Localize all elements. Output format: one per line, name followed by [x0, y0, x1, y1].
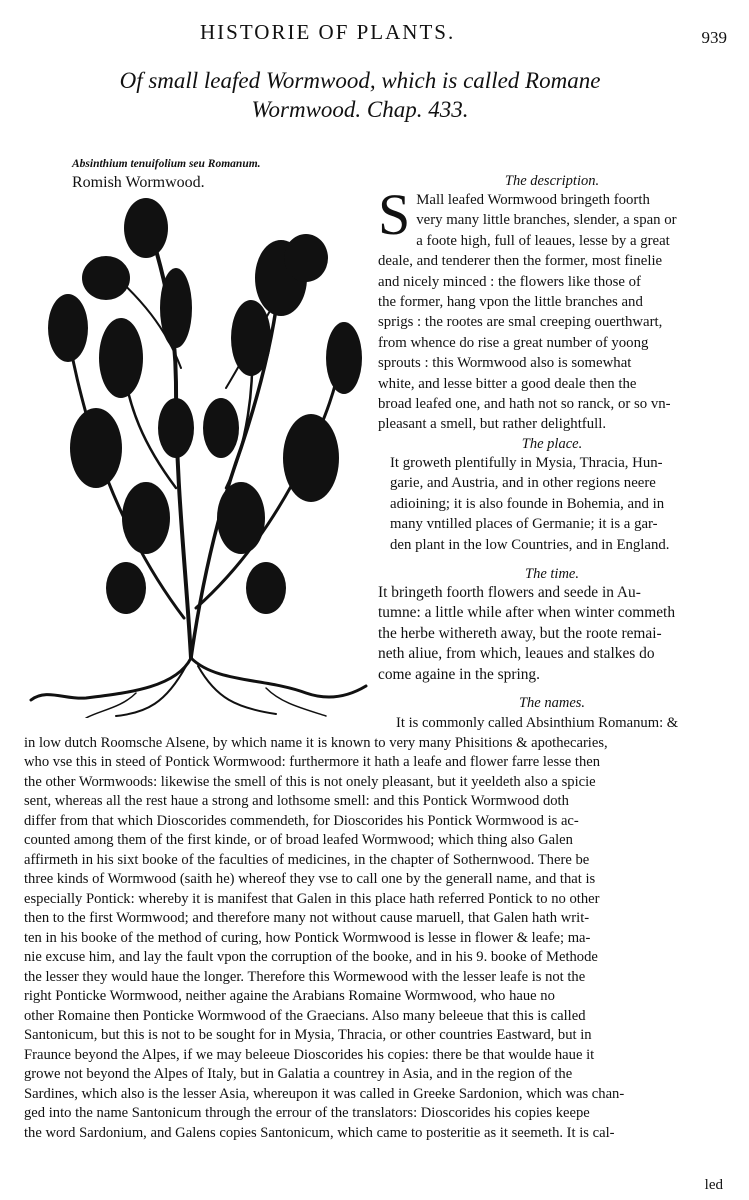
section-heading-names: The names. [518, 695, 586, 711]
figure-latin-caption: Absinthium tenuifolium seu Romanum. [72, 158, 261, 170]
description-paragraph [378, 182, 726, 435]
text-line: the former, hang vpon the little branches and [378, 294, 643, 311]
text-line: then to the first Wormwood; and therefore many not without cause maruell, that Galen hath writ- [24, 910, 590, 926]
text-line: It bringeth foorth flowers and seede in Au- [378, 583, 641, 601]
text-line: sprigs : the rootes are smal creeping ouerthwart, [378, 314, 663, 331]
text-line: pleasant a smell, but rather delightfull. [378, 416, 607, 433]
text-line: the lesser they would haue the longer. Therefore this Wormewood with the lesser leafe is not the [24, 968, 586, 985]
right-column [378, 172, 726, 685]
text-line: the word Sardonium, and Galens copies Santonicum, which came to posteritie as it seemeth. It is cal- [24, 1124, 615, 1141]
text-line: come againe in the spring. [378, 665, 540, 683]
text-line: sprouts : this Wormwood also is somewhat [378, 355, 632, 372]
text-line: very many little branches, slender, a span or [416, 212, 677, 229]
text-line: differ from that which Dioscorides commendeth, for Dioscorides his Pontick Wormwood is ac- [24, 812, 579, 829]
text-line: adioining; it is also founde in Bohemia, and in [390, 495, 665, 512]
time-paragraph [378, 583, 726, 685]
page-header [0, 18, 749, 48]
text-line: from whence do rise a great number of yoong [378, 334, 649, 351]
text-line: Sardines, which also is the lesser Asia, whereupon it was called in Greeke Sardonion, which was chan- [24, 1085, 625, 1102]
text-line: and nicely minced : the flowers like those of [378, 273, 641, 290]
text-line: especially Pontick: whereby it is manifest that Galen in this place hath referred Pontick to no other [24, 890, 600, 907]
text-line: garie, and Austria, and in other regions neere [390, 475, 656, 492]
text-line: a foote high, full of leaues, lesse by a great [416, 232, 670, 249]
running-head: HISTORIE OF PLANTS. [200, 20, 456, 44]
text-line: deale, and tenderer then the former, most finelie [378, 253, 663, 270]
text-line: growe not beyond the Alpes of Italy, but in Galatia a countrey in Asia, and in the region of the [24, 1066, 573, 1082]
chapter-title-line: Of small leafed Wormwood, which is called Romane [119, 68, 601, 93]
text-line: nie excuse him, and lay the fault vpon the corruption of the booke, and in his 9. booke of Methode [24, 949, 598, 965]
wormwood-woodcut-illustration [26, 188, 370, 718]
section-heading-place: The place. [521, 435, 583, 452]
figure-english-caption: Romish Wormwood. [72, 174, 205, 191]
text-line: tumne: a little while after when winter commeth [378, 604, 676, 622]
section-heading-time: The time. [525, 565, 579, 582]
text-line: ged into the name Santonicum through the errour of the translators: Dioscorides his copies keepe [24, 1105, 590, 1121]
text-line: It groweth plentifully in Mysia, Thracia, Hun- [390, 454, 663, 471]
text-line: the herbe withereth away, but the roote remai- [378, 624, 662, 642]
text-line: counted among them of the first kinde, or of broad leafed Wormwood; which thing also Galen [24, 832, 573, 848]
chapter-title [100, 66, 620, 124]
text-line: affirmeth in his sixt booke of the faculties of medicines, in the chapter of Sothernwood. There be [24, 851, 590, 868]
text-line: many vntilled places of Germanie; it is a gar- [390, 516, 658, 533]
text-line: broad leafed one, and hath not so ranck, or so vn- [378, 396, 671, 413]
section-heading-description: The description. [504, 173, 600, 189]
chapter-title-line: Wormwood. Chap. 433. [251, 97, 469, 122]
place-paragraph [378, 453, 726, 555]
text-line: neth aliue, from which, leaues and stalkes do [378, 645, 655, 663]
page-number: 939 [701, 28, 727, 47]
text-line: ten in his booke of the method of curing, how Pontick Wormwood is lesse in flower & leafe; ma- [24, 929, 591, 946]
text-line: three kinds of Wormwood (saith he) whereof they vse to call one by the generall name, and that is [24, 871, 596, 887]
text-line [24, 714, 726, 734]
text-line: white, and lesse bitter a good deale then the [378, 375, 637, 392]
drop-capital: S [378, 182, 411, 247]
text-line: sent, whereas all the rest haue a strong and lothsome smell: and this Pontick Wormwood doth [24, 793, 569, 809]
text-line-content: It is commonly called Absinthium Romanum: & [396, 715, 679, 731]
catchword: led [704, 1177, 723, 1193]
text-line: right Ponticke Wormwood, neither againe the Arabians Romaine Wormwood, who haue no [24, 988, 555, 1004]
text-line: who vse this in steed of Pontick Wormwood: furthermore it hath a leafe and flower farre lesse then [24, 754, 601, 770]
text-line: Santonicum, but this is not to be sought for in Mysia, Thracia, or other countries Eastward, but in [24, 1027, 592, 1043]
text-line: Fraunce beyond the Alpes, if we may beleeue Dioscorides his copies: there be that woulde haue it [24, 1046, 595, 1063]
text-line: the other Wormwoods: likewise the smell of this is not onely pleasant, but it yeeldeth also a spicie [24, 773, 596, 790]
text-line: in low dutch Roomsche Alsene, by which name it is known to very many Phisitions & apothecaries, [24, 734, 608, 751]
text-line: other Romaine then Ponticke Wormwood of the Graecians. Also many beleeue that this is called [24, 1007, 586, 1024]
names-paragraph [24, 714, 726, 1143]
text-line: Mall leafed Wormwood bringeth foorth [416, 192, 650, 208]
text-line: den plant in the low Countries, and in England. [390, 536, 670, 553]
